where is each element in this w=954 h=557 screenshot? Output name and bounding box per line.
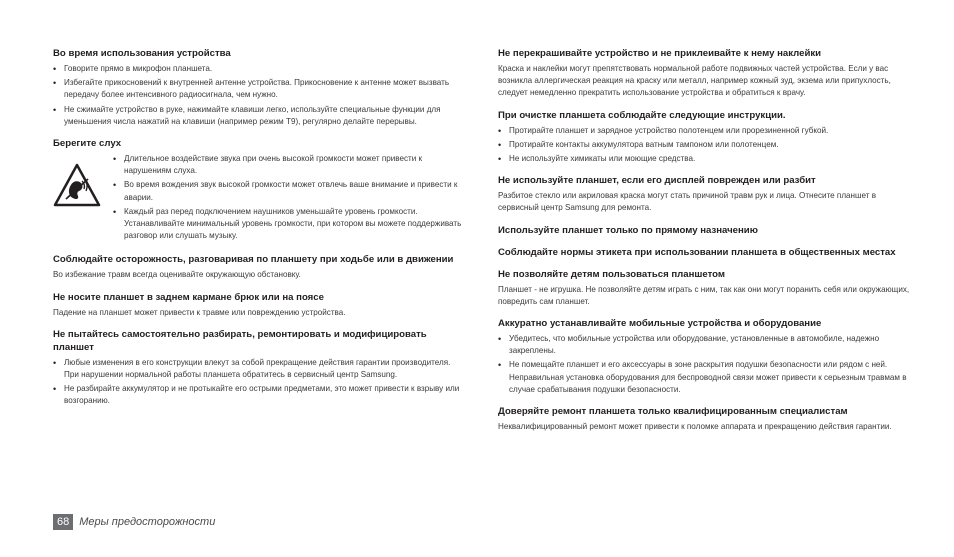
bullet-item: • Избегайте прикосновений к внутренней антенне устройства. Прикосновение к антенне может вызвать передачу более интенсивного радиосигнала, чем нужно. — [53, 77, 465, 101]
bullet-item: • Каждый раз перед подключением наушников уменьшайте уровень громкости. Устанавливайте минимальный уровень громкости, при котором вы можете поддерживать разговор или слушать музыку. — [113, 206, 465, 243]
bullet-item: • Убедитесь, что мобильные устройства или оборудование, установленные в автомобиле, надежно закреплены. — [498, 333, 910, 357]
bullet-item: • Не используйте химикаты или моющие средства. — [498, 153, 910, 165]
section-during-use — [53, 47, 465, 128]
section-cleaning — [498, 109, 910, 166]
bullet-item: • Протирайте контакты аккумулятора ватным тампоном или полотенцем. — [498, 139, 910, 151]
bullet-item: • Длительное воздействие звука при очень высокой громкости может привести к нарушениям слуха. — [113, 153, 465, 177]
section-text: Разбитое стекло или акриловая краска могут стать причиной травм рук и лица. Отнесите планшет в сервисный центр Samsung для ремонта. — [498, 191, 876, 213]
section-title: При очистке планшета соблюдайте следующие инструкции. — [498, 109, 786, 121]
bullet-list — [53, 357, 465, 408]
hearing-block — [53, 153, 465, 244]
section-title: Не носите планшет в заднем кармане брюк или на поясе — [53, 291, 324, 303]
section-text: Неквалифицированный ремонт может привести к поломке аппарата и прекращению действия гарантии. — [498, 422, 892, 432]
section-etiquette — [498, 246, 910, 259]
bullet-item: • Протирайте планшет и зарядное устройство полотенцем или прорезиненной губкой. — [498, 125, 910, 137]
section-title: Берегите слух — [53, 138, 122, 150]
section-title: Не перекрашивайте устройство и не приклеивайте к нему наклейки — [498, 48, 822, 59]
section-title: Соблюдайте нормы этикета при использовании планшета в общественных местах — [498, 246, 896, 258]
bullet-item: • Не сжимайте устройство в руке, нажимайте клавиши легко, используйте специальные функции для уменьшения числа нажатий на клавиши (например режим Т9), регулярно делайте перерывы. — [53, 104, 465, 128]
section-intended-use — [498, 224, 910, 237]
footer-title: Меры предосторожности — [79, 516, 216, 528]
bullet-list — [53, 63, 465, 128]
section-mounting — [498, 317, 910, 396]
bullet-item: • Не помещайте планшет и его аксессуары в зоне раскрытия подушки безопасности или рядом с ней. Неправильная установка оборудования для беспроводной связи может привести к серьезным травмам в случае срабатывания подушки безопасности. — [498, 359, 910, 396]
section-text: Падение на планшет может привести к травме или повреждению устройства. — [53, 307, 346, 317]
hearing-warning-icon — [53, 163, 101, 207]
section-text: Во избежание травм всегда оценивайте окружающую обстановку. — [53, 270, 301, 280]
page-footer — [53, 514, 215, 530]
section-title: Аккуратно устанавливайте мобильные устройства и оборудование — [498, 318, 822, 330]
section-title: Используйте планшет только по прямому назначению — [498, 224, 758, 236]
left-column — [53, 47, 465, 417]
bullet-list — [113, 153, 465, 244]
section-title: Доверяйте ремонт планшета только квалифицированным специалистам — [498, 406, 848, 418]
right-column — [498, 47, 910, 442]
section-text: Краска и наклейки могут препятствовать нормальной работе подвижных частей устройства. Если у вас возникла аллергическая реакция на краску или металл, например кожный зуд, экзема или припухлость, следует немедленно прекратить использование устройства и обратиться к врачу. — [498, 64, 891, 98]
section-title: Соблюдайте осторожность, разговаривая по планшету при ходьбе или в движении — [53, 254, 454, 266]
section-title: Не пытайтесь самостоятельно разбирать, ремонтировать и модифицировать планшет — [53, 328, 427, 353]
section-pocket — [53, 291, 465, 319]
section-title: Во время использования устройства — [53, 48, 231, 59]
bullet-item: • Любые изменения в его конструкции влекут за собой прекращение действия гарантии производителя. При нарушении нормальной работы планшета обратитесь в сервисный центр Samsung. — [53, 357, 465, 381]
section-title: Не используйте планшет, если его дисплей поврежден или разбит — [498, 175, 816, 187]
bullet-item: • Во время вождения звук высокой громкости может отвлечь ваше внимание и привести к аварии. — [113, 179, 465, 203]
page-number: 68 — [53, 514, 73, 530]
bullet-item: • Говорите прямо в микрофон планшета. — [53, 63, 465, 75]
bullet-list — [498, 125, 910, 166]
section-children — [498, 268, 910, 308]
section-no-disassembly — [53, 328, 465, 408]
section-title: Не позволяйте детям пользоваться планшетом — [498, 268, 725, 280]
section-walking — [53, 253, 465, 281]
bullet-item: • Не разбирайте аккумулятор и не протыкайте его острыми предметами, это может привести к взрыву или возгоранию. — [53, 383, 465, 407]
bullet-list — [498, 333, 910, 396]
section-broken-display — [498, 174, 910, 214]
section-qualified-repair — [498, 405, 910, 433]
section-no-paint — [498, 47, 910, 100]
section-protect-hearing — [53, 137, 465, 244]
section-text: Планшет - не игрушка. Не позволяйте детям играть с ним, так как они могут поранить себя или окружающих, повредить сам планшет. — [498, 284, 910, 306]
